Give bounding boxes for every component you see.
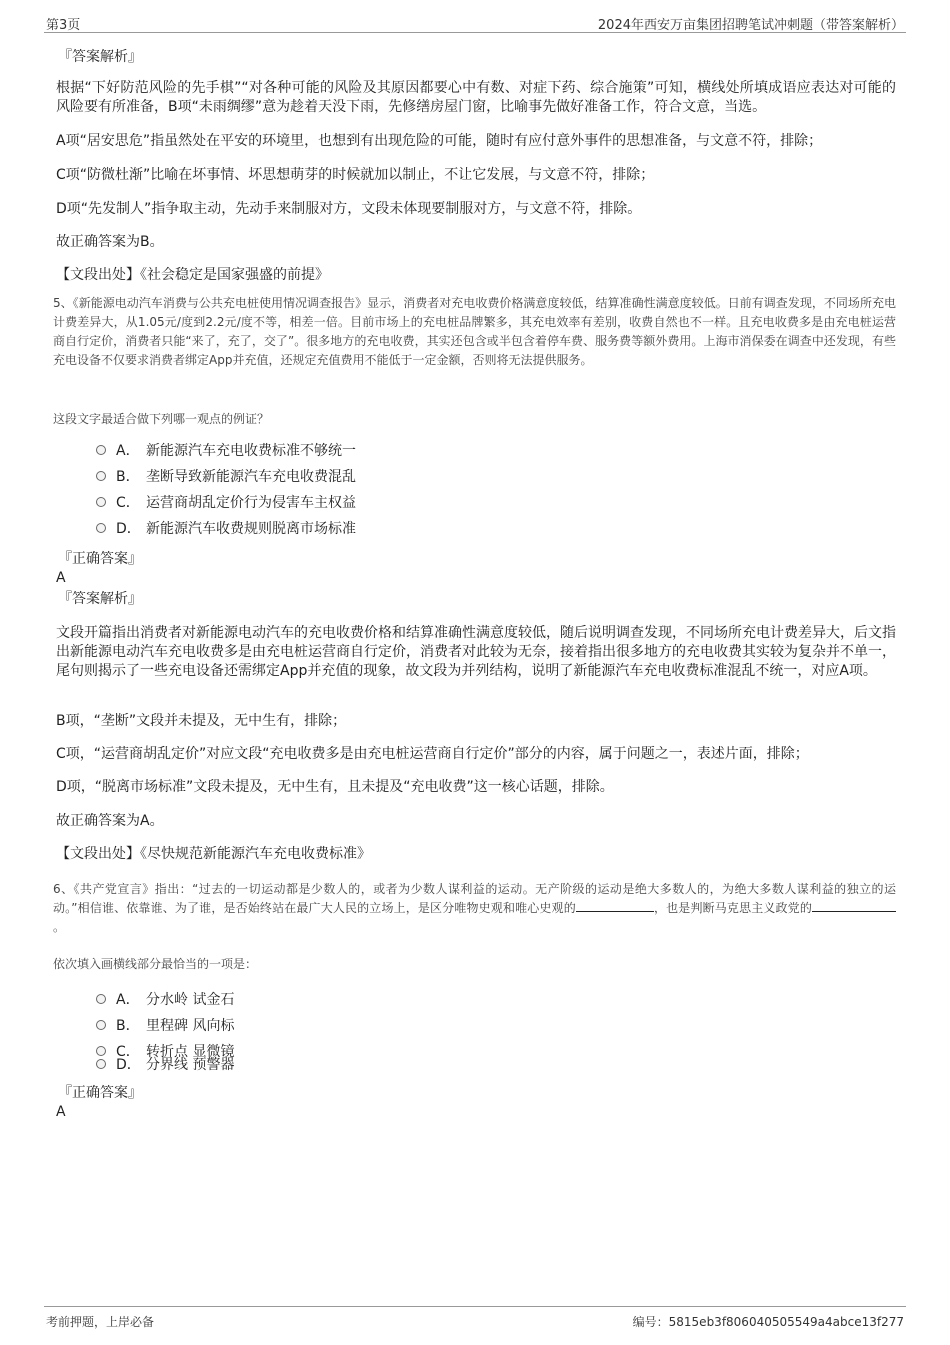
q5-option-c[interactable]: C． 运营商胡乱定价行为侵害车主权益	[96, 494, 356, 512]
q6-option-d[interactable]: D． 分界线 预警器	[96, 1056, 234, 1074]
q4-analysis-para-4: D项“先发制人”指争取主动，先动手来制服对方，文段未体现要制服对方，与文意不符，排除。	[56, 201, 642, 217]
q5-question-text: 5、《新能源电动汽车消费与公共充电桩使用情况调查报告》显示，消费者对充电收费价格满意度较低，结算准确性满意度较低。日前有调查发现，不同场所充电计费差异大，从1.05元/度到2.2元/度不等，相差一倍。目前市场上的充电桩品牌繁多，其充电效率有差别，收费自然也不一样。且充电收费多是由充电桩运营商自行定价，消费者只能“来了，充了，交了”。很多地方的充电收费，其实还包含或半包含着停车费、服务费等额外费用。上海市消保委在调查中还发现，有些充电设备不仅要求消费者绑定App并充值，还规定充值费用不能低于一定金额，否则将无法提供服务。	[53, 296, 896, 367]
radio-icon[interactable]	[96, 994, 106, 1004]
radio-icon[interactable]	[96, 471, 106, 481]
radio-icon[interactable]	[96, 497, 106, 507]
q4-source: 【文段出处】《社会稳定是国家强盛的前提》	[56, 267, 329, 283]
q5-source: 【文段出处】《尽快规范新能源汽车充电收费标准》	[56, 846, 371, 862]
q6-answer-value: A	[56, 1104, 66, 1120]
q6-question-text: 6、《共产党宣言》指出：“过去的一切运动都是少数人的，或者为少数人谋利益的运动。无产阶级的运动是绝大多数人的，为绝大多数人谋利益的独立的运动。”相信谁、依靠谁、为了谁，是否始终站在最广大人民的立场上，是区分唯物史观和唯心史观的 ，也是判断马克思主义政党的。	[53, 882, 896, 934]
q5-analysis-para-4: D项，“脱离市场标准”文段未提及，无中生有，且未提及“充电收费”这一核心话题，排除。	[56, 779, 614, 795]
page-number: 第3页	[46, 18, 81, 33]
radio-icon[interactable]	[96, 1046, 106, 1056]
q5-analysis-para-2: B项，“垄断”文段并未提及，无中生有，排除；	[56, 713, 347, 729]
q4-analysis-label: 『答案解析』	[58, 49, 142, 65]
q4-analysis-para-3: C项“防微杜渐”比喻在坏事情、坏思想萌芽的时候就加以制止，不让它发展，与文意不符，排除；	[56, 167, 655, 183]
q6-answer-label: 『正确答案』	[58, 1085, 142, 1101]
q6-option-a[interactable]: A． 分水岭 试金石	[96, 991, 234, 1009]
q4-answer-summary: 故正确答案为B。	[56, 234, 164, 250]
page-header	[44, 12, 906, 33]
q6-blank-2	[812, 899, 896, 912]
q6-question-prompt: 依次填入画横线部分最恰当的一项是：	[53, 957, 258, 971]
footer-slogan: 考前押题，上岸必备	[46, 1315, 155, 1329]
document-title: 2024年西安万亩集团招聘笔试冲刺题（带答案解析）	[597, 18, 904, 33]
q5-answer-label: 『正确答案』	[58, 551, 142, 567]
q5-question-prompt: 这段文字最适合做下列哪一观点的例证？	[53, 412, 270, 426]
q5-option-a[interactable]: A． 新能源汽车充电收费标准不够统一	[96, 442, 356, 460]
q4-analysis-para-1: 根据“下好防范风险的先手棋”“对各种可能的风险及其原因都要心中有数、对症下药、综合施策”可知，横线处所填成语应表达对可能的风险要有所准备，B项“未雨绸缪”意为趁着天没下雨，先修缮房屋门窗，比喻事先做好准备工作，符合文意，当选。	[56, 80, 896, 115]
q6-blank-1	[576, 899, 654, 912]
q5-option-d[interactable]: D． 新能源汽车收费规则脱离市场标准	[96, 520, 356, 538]
radio-icon[interactable]	[96, 523, 106, 533]
radio-icon[interactable]	[96, 445, 106, 455]
q5-answer-value: A	[56, 570, 66, 586]
radio-icon[interactable]	[96, 1059, 106, 1069]
q5-analysis-para-1: 文段开篇指出消费者对新能源电动汽车的充电收费价格和结算准确性满意度较低，随后说明调查发现，不同场所充电计费差异大，后文指出新能源电动汽车充电收费多是由充电桩运营商自行定价，消费者对此较为无奈，接着指出很多地方的充电收费其实较为复杂并不单一，尾句则揭示了一些充电设备还需绑定App并充值的现象，故文段为并列结构，说明了新能源汽车充电收费标准混乱不统一，对应A项。	[56, 625, 896, 679]
q6-option-b[interactable]: B． 里程碑 风向标	[96, 1017, 234, 1035]
page-footer	[44, 1306, 906, 1331]
q4-analysis-para-2: A项“居安思危”指虽然处在平安的环境里，也想到有出现危险的可能，随时有应付意外事件的思想准备，与文意不符，排除；	[56, 133, 823, 149]
q5-analysis-para-3: C项，“运营商胡乱定价”对应文段“充电收费多是由充电桩运营商自行定价”部分的内容，属于问题之一，表述片面，排除；	[56, 746, 809, 762]
q5-answer-summary: 故正确答案为A。	[56, 813, 164, 829]
radio-icon[interactable]	[96, 1020, 106, 1030]
document-code: 编号：5815eb3f806040505549a4abce13f277	[632, 1315, 904, 1329]
q5-analysis-label: 『答案解析』	[58, 591, 142, 607]
q5-option-b[interactable]: B． 垄断导致新能源汽车充电收费混乱	[96, 468, 356, 486]
q6-option-c[interactable]: C． 转折点 显微镜	[96, 1043, 234, 1061]
